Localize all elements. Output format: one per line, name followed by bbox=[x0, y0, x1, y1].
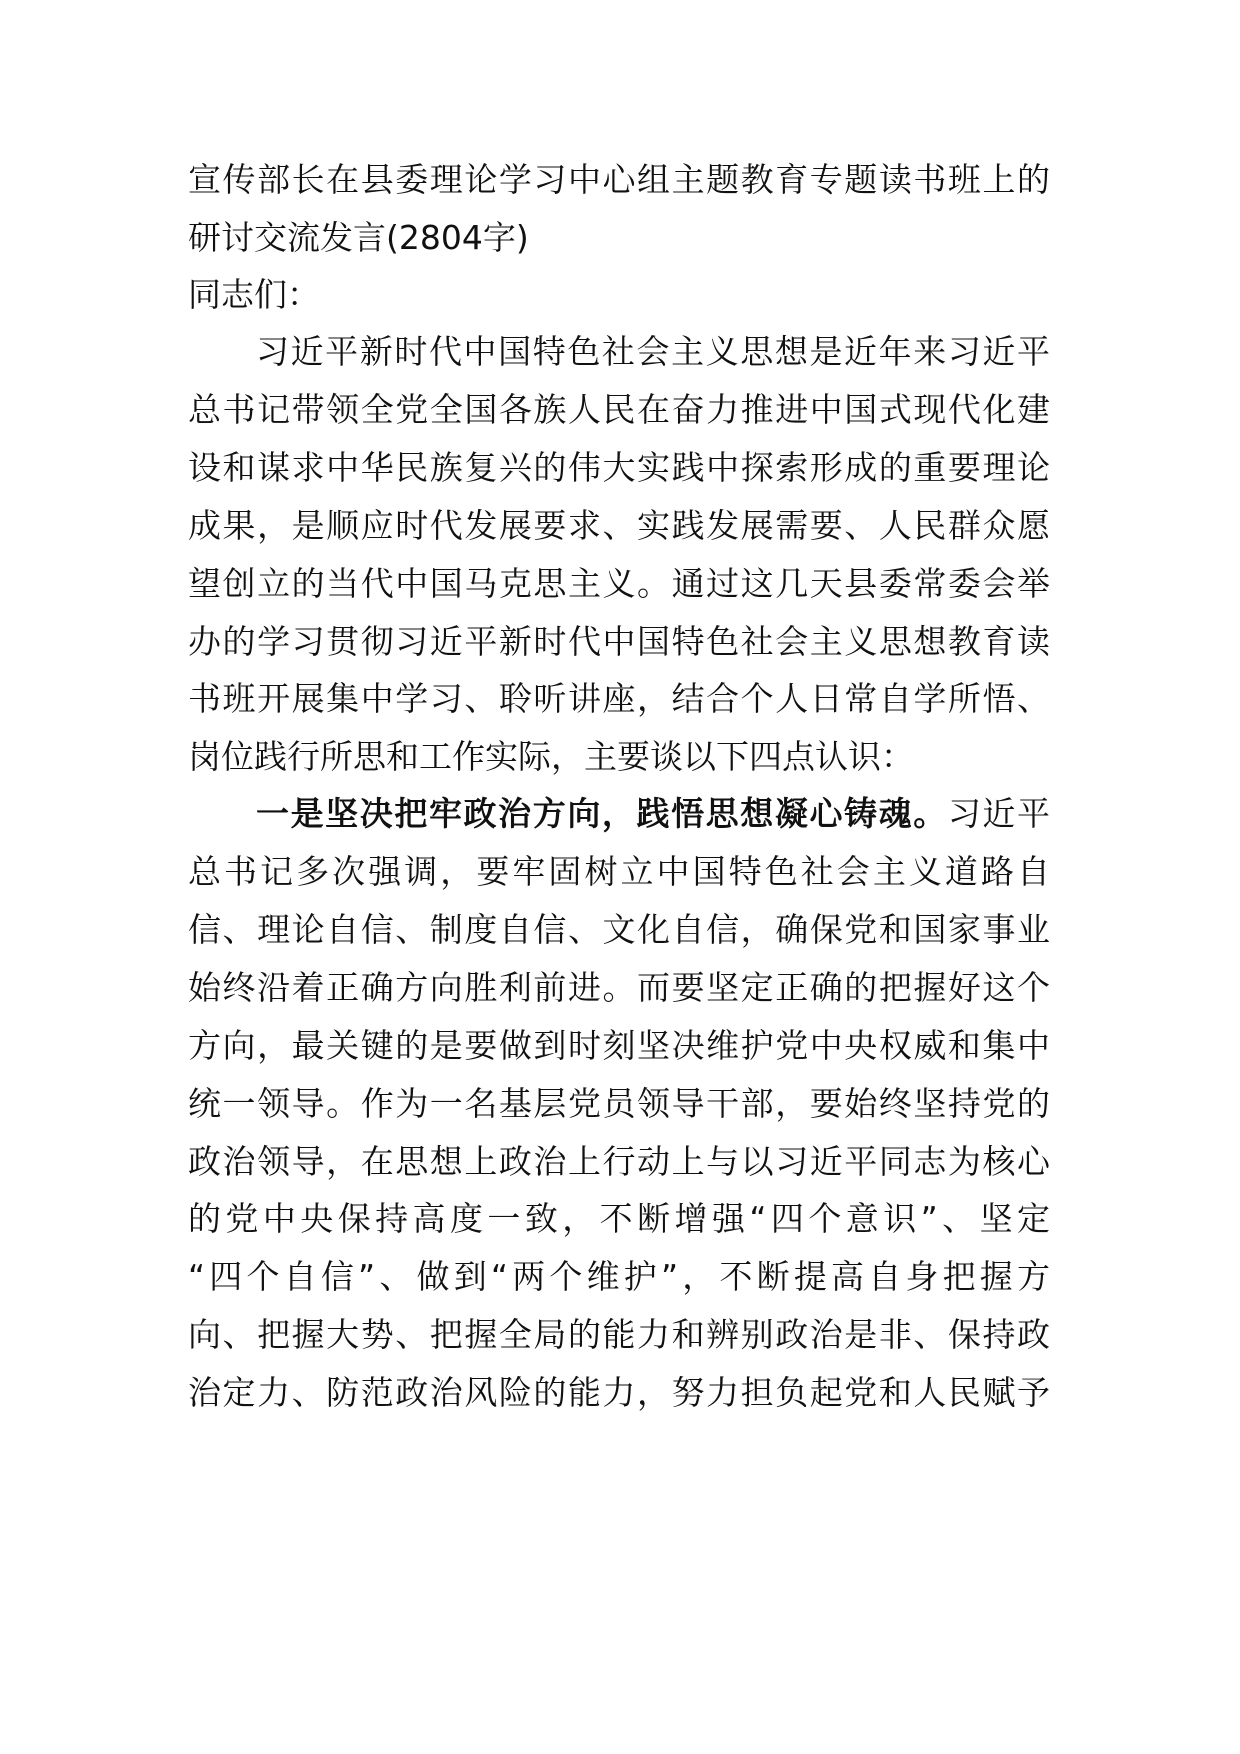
text-line: 办的学习贯彻习近平新时代中国特色社会主义思想教育读 bbox=[188, 621, 1050, 661]
text-line: 总书记多次强调，要牢固树立中国特色社会主义道路自 bbox=[188, 852, 1050, 891]
document-title-line-2: 研讨交流发言(2804字) bbox=[188, 218, 529, 257]
text-line: 总书记带领全党全国各族人民在奋力推进中国式现代化建 bbox=[188, 389, 1050, 429]
text-line: 统一领导。作为一名基层党员领导干部，要始终坚持党的 bbox=[188, 1083, 1050, 1123]
text-line: 治定力、防范政治风险的能力，努力担负起党和人民赋予 bbox=[188, 1373, 1050, 1413]
text-line: 岗位践行所思和工作实际，主要谈以下四点认识： bbox=[188, 737, 914, 777]
text-line: 政治领导，在思想上政治上行动上与以习近平同志为核心 bbox=[188, 1141, 1050, 1181]
text-line: 望创立的当代中国马克思主义。通过这几天县委常委会举 bbox=[188, 563, 1050, 603]
text-line: 始终沿着正确方向胜利前进。而要坚定正确的把握好这个 bbox=[188, 967, 1050, 1007]
text-line: 设和谋求中华民族复兴的伟大实践中探索形成的重要理论 bbox=[188, 447, 1050, 487]
text-line: 书班开展集中学习、聆听讲座，结合个人日常自学所悟、 bbox=[188, 679, 1050, 719]
text-line: 向、把握大势、把握全局的能力和辨别政治是非、保持政 bbox=[188, 1315, 1050, 1355]
text-line: 习近平新时代中国特色社会主义思想是近年来习近平 bbox=[256, 332, 1050, 371]
text-line: 信、理论自信、制度自信、文化自信，确保党和国家事业 bbox=[188, 909, 1050, 949]
section-heading: 一是坚决把牢政治方向，践悟思想凝心铸魂。 bbox=[256, 794, 948, 833]
text-line: 的党中央保持高度一致，不断增强“四个意识”、坚定 bbox=[188, 1199, 1050, 1239]
document-title-line-1: 宣传部长在县委理论学习中心组主题教育专题读书班上的 bbox=[188, 160, 1050, 199]
salutation: 同志们： bbox=[188, 275, 320, 314]
text-line: 方向，最关键的是要做到时刻坚决维护党中央权威和集中 bbox=[188, 1025, 1050, 1065]
paragraph-2-first-line-rest: 习近平 bbox=[947, 794, 1051, 833]
paragraph-2-first-line bbox=[188, 785, 1050, 843]
text-line: 成果，是顺应时代发展要求、实践发展需要、人民群众愿 bbox=[188, 505, 1050, 545]
text-line: “四个自信”、做到“两个维护”，不断提高自身把握方 bbox=[188, 1257, 1050, 1297]
